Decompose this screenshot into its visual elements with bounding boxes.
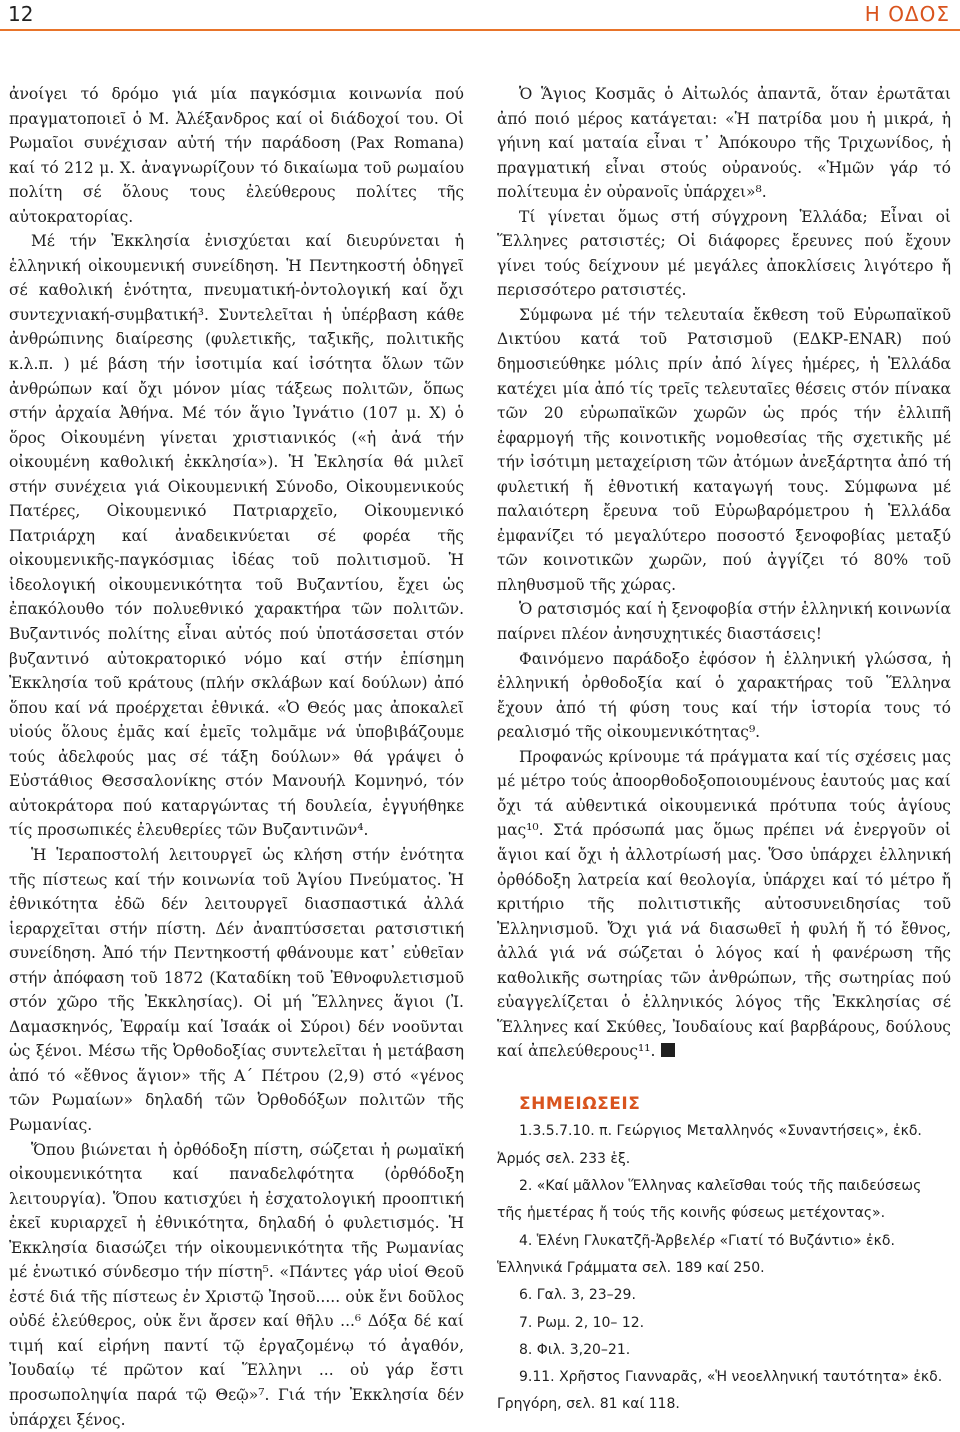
journal-title: Η ΟΔΟΣ — [864, 2, 950, 26]
right-column — [497, 82, 951, 1419]
note-item: 7. Ρωμ. 2, 10– 12. — [519, 1314, 645, 1331]
paragraph-text: Προφανώς κρίνουμε τά πράγματα καί τίς σχέσεις μας μέ μέτρο τούς ἀποορθοδοξοποιουμένους ἑαυτούς μας καί ὄχι τά αὐθεντικά οἰκουμενικά πρότυπα τούς ἁγίους μας¹⁰. Στά πρόσωπά μας ὅμως πρέπει νά ἐνεργοῦν οἱ ἅγιοι καί ὄχι ἡ ἀλλοτρίωσή μας. Ὅσο ὑπάρχει ἑλληνική ὀρθόδοξη λατρεία καί θεολογία, ὑπάρχει καί τό μέτρο ἤ κριτήριο τῆς πολιτιστικῆς αὐτοσυνειδησίας τοῦ Ἑλληνισμοῦ. Ὄχι γιά νά διασωθεῖ ἡ φυλή ἤ τό ἔθνος, ἀλλά γιά νά σώζεται ὁ λόγος καί ἡ φανέρωση τῆς καθολικῆς σωτηρίας τῶν ἀνθρώπων, τῆς σωτηρίας πού εὐαγγελίζεται ὁ ἑλληνικός λόγος τῆς Ἐκκλησίας σέ Ἕλληνες καί Σκύθες, Ἰουδαίους καί βαρβάρους, δούλους καί ἀπελεύθερους¹¹. — [497, 747, 951, 1061]
note-item: 2. «Καί μᾶλλον Ἕλληνας καλεῖσθαι τούς τῆς παιδεύσεως τῆς ἡμετέρας ἤ τούς τῆς κοινῆς φύσεως μετέχοντας». — [497, 1178, 922, 1222]
page-header — [0, 0, 960, 30]
paragraph: Ἡ Ἱεραποστολή λειτουργεῖ ὡς κλήση στήν ἑνότητα τῆς πίστεως καί τήν κοινωνία τοῦ Ἁγίου Πνεύματος. Ἡ ἐθνικότητα ἐδῶ δέν λειτουργεῖ διασπαστικά ἀλλά ἱεραρχεῖται στήν πίστη. Δέν ἀναπτύσσεται ρατσιστική συνείδηση. Ἀπό τήν Πεντηκοστή φθάνουμε κατ᾽ εὐθεῖαν στήν ἀπόφαση τοῦ 1872 (Καταδίκη τοῦ Ἐθνοφυλετισμοῦ στόν χῶρο τῆς Ἐκκλησίας). Οἱ μή Ἕλληνες ἅγιοι (Ἰ. Δαμασκηνός, Ἐφραίμ καί Ἰσαάκ οἱ Σύροι) δέν νοοῦνται ὡς ξένοι. Μέσω τῆς Ὀρθοδοξίας συντελεῖται ἡ μετάβαση ἀπό τό «ἔθνος ἅγιον» τῆς Α΄ Πέτρου (2,9) στό «γένος τῶν Ρωμαίων» δηλαδή τῶν Ὀρθοδόξων πολιτῶν τῆς Ρωμανίας. — [9, 845, 464, 1134]
notes-heading: ΣΗΜΕΙΩΣΕΙΣ — [519, 1093, 641, 1114]
paragraph: ἀνοίγει τό δρόμο γιά μία παγκόσμια κοινωνία πού πραγματοποιεῖ ὁ Μ. Ἀλέξανδρος καί οἱ διάδοχοί του. Οἱ Ρωμαῖοι συνέχισαν αὐτή τήν παράδοση (Pax Romana) καί τό 212 μ. Χ. ἀναγνωρίζουν τό δικαίωμα τοῦ ρωμαίου πολίτη σέ ὅλους τους ἐλεύθερους πολίτες τῆς αὐτοκρατορίας. — [9, 85, 464, 226]
paragraph: Τί γίνεται ὅμως στή σύγχρονη Ἑλλάδα; Εἶναι οἱ Ἕλληνες ρατσιστές; Οἱ διάφορες ἔρευνες πού ἔχουν γίνει τούς δείχνουν μέ μεγάλες ἀποκλίσεις λιγότερο ἤ περισσότερο ρατσιστές. — [497, 207, 951, 300]
paragraph: Μέ τήν Ἐκκλησία ἐνισχύεται καί διευρύνεται ἡ ἑλληνική οἰκουμενική συνείδηση. Ἡ Πεντηκοστή ὁδηγεῖ σέ καθολική ἑνότητα, πνευματική-ὀντολογική καί ὄχι συντεχνιακή-συμβατική³. Συντελεῖται ἡ ὑπέρβαση κάθε ἀνθρώπινης διαίρεσης (φυλετικῆς, ταξικῆς, πολιτικῆς κ.λ.π. ) μέ βάση τήν ἰσοτιμία καί ἰσότητα ὅλων τῶν ἀνθρώπων καί ὄχι μόνον μίας τάξεως πολιτῶν, ὅπως στήν ἀρχαία Ἀθήνα. Μέ τόν ἅγιο Ἰγνάτιο (107 μ. Χ) ὁ ὅρος Οἰκουμένη γίνεται χριστιανικός («ἡ ἀνά τήν οἰκουμένη καθολική ἐκκλησία»). Ἡ Ἐκλησία θά μιλεῖ στήν συνέχεια γιά Οἰκουμενική Σύνοδο, Οἰκουμενικούς Πατέρες, Οἰκουμενικό Πατριαρχεῖο, Οἰκουμενικό Πατριάρχη καί ἀναδεικνύεται σέ φορέα τῆς οἰκουμενικῆς-παγκόσμιας ἰδέας τοῦ πολιτισμοῦ. Ἡ ἰδεολογική οἰκουμενικότητα τοῦ Βυζαντίου, ἔχει ὡς ἐπακόλουθο τόν πολυεθνικό χαρακτήρα τῶν πολιτῶν. Βυζαντινός πολίτης εἶναι αὐτός πού ὑποτάσσεται στόν βυζαντινό αὐτοκρατορικό νόμο καί στήν ἐπίσημη Ἐκκλησία τοῦ κράτους (πλήν σκλάβων καί δούλων) ἀπό ὅπου καί νά προέρχεται ἐθνικά. «Ὁ Θεός μας ἀποκαλεῖ υἱούς ὅλους ἐμᾶς καί ἐμεῖς τολμᾶμε νά ὑποβιβάζουμε τούς ἀδελφούς μας σέ τάξη δούλων» θά γράψει ὁ Εὐστάθιος Θεσσαλονίκης στόν Μανουήλ Κομνηνό, τόν αὐτοκράτορα πού καταργώντας τή δουλεία, ἐγγυήθηκε τίς προσωπικές ἐλευθερίες τῶν Βυζαντινῶν⁴. — [9, 232, 464, 840]
note-item: 9.11. Χρῆστος Γιανναρᾶς, «Ἡ νεοελληνική ταυτότητα» ἐκδ. Γρηγόρη, σελ. 81 καί 118. — [497, 1369, 943, 1413]
note-item: 6. Γαλ. 3, 23–29. — [519, 1287, 636, 1304]
paragraph: Ὁ ρατσισμός καί ἡ ξενοφοβία στήν ἑλληνική κοινωνία παίρνει πλέον ἀνησυχητικές διαστάσεις! — [497, 600, 951, 644]
left-column — [9, 82, 464, 1432]
end-of-article-mark — [661, 1043, 675, 1057]
paragraph: Ὁ Ἅγιος Κοσμᾶς ὁ Αἰτωλός ἀπαντᾶ, ὅταν ἐρωτᾶται ἀπό ποιό μέρος κατάγεται: «Ἡ πατρίδα μου ἡ μικρά, ἡ γήινη καί ματαία εἶναι τ᾽ Ἀπόκουρο τῆς Τριχωνίδος, ἡ πραγματική εἶναι στούς οὐρανούς. «Ἡμῶν γάρ τό πολίτευμα ἐν οὐρανοῖς ὑπάρχει»⁸. — [497, 85, 951, 202]
note-item: 4. Ἑλένη Γλυκατζῆ-Ἀρβελέρ «Γιατί τό Βυζάντιο» ἐκδ. Ἑλληνικά Γράμματα σελ. 189 καί 250. — [497, 1232, 895, 1276]
paragraph: Ὅπου βιώνεται ἡ ὀρθόδοξη πίστη, σώζεται ἡ ρωμαϊκή οἰκουμενικότητα καί παναδελφότητα (ὀρθόδοξη λειτουργία). Ὅπου κατισχύει ἡ ἐσχατολογική προοπτική ἐκεῖ κυριαρχεῖ ἡ ἐθνικότητα, δηλαδή ὁ φυλετισμός. Ἡ Ἐκκλησία διασώζει τήν οἰκουμενικότητα τῆς Ρωμανίας μέ ἑνωτικό σύνδεσμο τήν πίστη⁵. «Πάντες γάρ υἱοί Θεοῦ ἐστέ διά τῆς πίστεως ἐν Χριστῷ Ἰησοῦ..... οὐκ ἔνι δοῦλος οὐδέ ἐλεύθερος, οὐκ ἔνι ἄρσεν καί θῆλυ ...⁶ Δόξα δέ καί τιμή καί εἰρήνη παντί τῷ ἐργαζομένῳ τό ἀγαθόν, Ἰουδαίῳ τέ πρῶτον καί Ἕλληνι ... οὐ γάρ ἔστι προσωποληψία παρά τῷ Θεῷ»⁷. Γιά τήν Ἐκκλησία δέν ὑπάρχει ξένος. — [9, 1140, 464, 1429]
header-rule — [0, 29, 960, 31]
page-number: 12 — [8, 2, 34, 26]
paragraph: Φαινόμενο παράδοξο ἐφόσον ἡ ἑλληνική γλώσσα, ἡ ἑλληνική ὀρθοδοξία καί ὁ χαρακτήρας τοῦ Ἕλληνα ἔχουν ἀπό τή φύση τους καί τήν ἱστορία τους τό ρεαλισμό τῆς οἰκουμενικότητας⁹. — [497, 649, 951, 742]
notes-list — [497, 1118, 951, 1418]
paragraph — [497, 745, 951, 1064]
paragraph: Σύμφωνα μέ τήν τελευταία ἔκθεση τοῦ Εὐρωπαϊκοῦ Δικτύου κατά τοῦ Ρατσισμοῦ (ΕΔΚΡ-ENAR) πού δημοσιεύθηκε μόλις πρίν ἀπό λίγες ἡμέρες, ἡ Ἑλλάδα κατέχει μία ἀπό τίς τρεῖς τελευταῖες θέσεις στόν πίνακα τῶν 20 εὐρωπαϊκῶν χωρῶν ὡς πρός τήν ἐλλιπῆ ἐφαρμογή τῆς κοινοτικῆς νομοθεσίας τῆς σχετικῆς μέ τήν ἰσότιμη μεταχείριση τῶν ἀτόμων ἀνεξάρτητα ἀπό τή φυλετική ἤ ἐθνοτική καταγωγή τους. Σύμφωνα μέ παλαιότερη ἔρευνα τοῦ Εὐρωβαρόμετρου ἡ Ἑλλάδα ἐμφανίζει τό μεγαλύτερο ποσοστό ξενοφοβίας μεταξύ τῶν κοινοτικῶν χωρῶν, πού ἀγγίζει τό 80% τοῦ πληθυσμοῦ τῆς χώρας. — [497, 305, 951, 594]
note-item: 8. Φιλ. 3,20–21. — [519, 1341, 631, 1358]
note-item: 1.3.5.7.10. π. Γεώργιος Μεταλληνός «Συναντήσεις», ἐκδ. Ἁρμός σελ. 233 ἑξ. — [497, 1123, 922, 1167]
